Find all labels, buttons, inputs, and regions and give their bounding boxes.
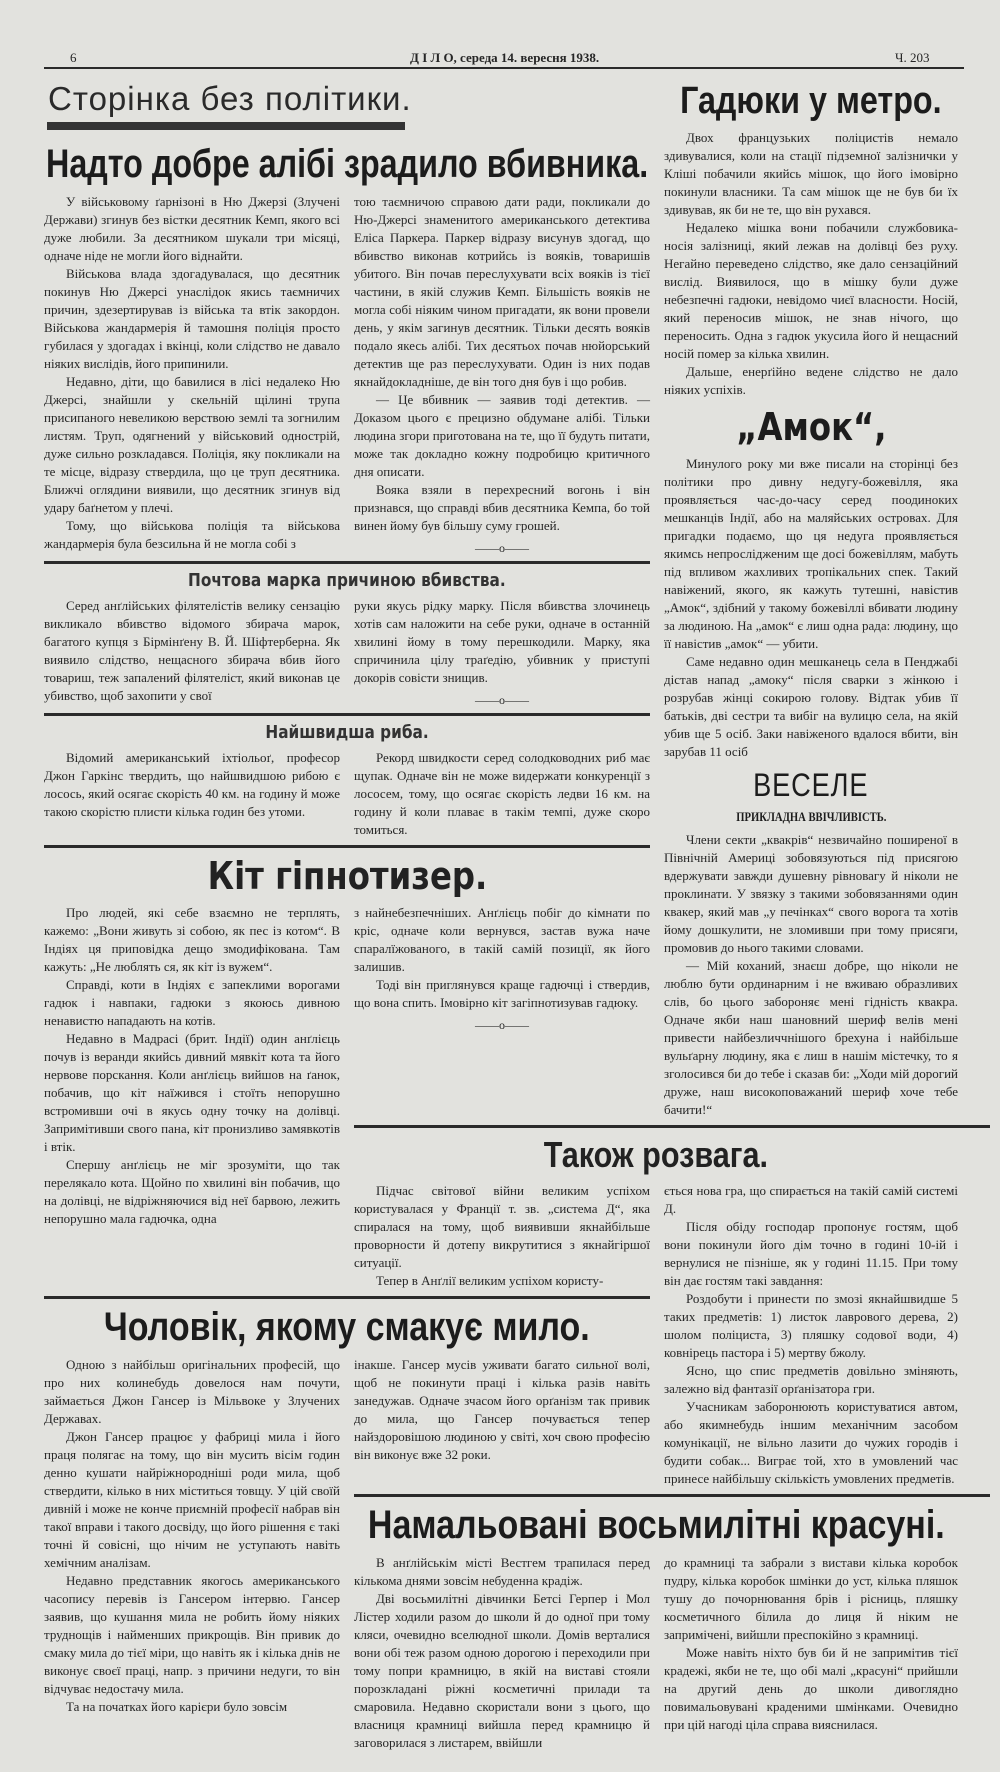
paragraph: з найнебезпечніших. Анґлієць побіг до кімнати по кріс, одначе коли вернувся, застав вужа наче спаралїжованого, в такій самій позиції, як його залишив. (354, 905, 650, 974)
section-title-bar (47, 122, 405, 130)
game-col-2 (664, 1182, 958, 1488)
paragraph: тою таємничою справою дати ради, покликали до Ню-Джерсі знаменитого американського детектива Еліса Паркера. Паркер відразу висунув здогад, що вбивство виконав котрийсь із вояків, товаришів убитого. Він почав переслухувати всіх вояків із тієї частини, в якій служив Кемп. Більшість вояків не могла собі ніяким чином пригадати, як вони провели день, у якім загинув десятник. Тільки десять вояків подало якесь алібі. Тих десятьох почав нюйорський детектив ще раз переслухувати. Один із них подав якнайдокладніше, де він того дня був і що робив. (354, 194, 650, 389)
subtitle-text: ПРИКЛАДНА ВВІЧЛИВІСТЬ. (735, 810, 887, 824)
rule (354, 1494, 990, 1497)
headline-soap (44, 1305, 650, 1350)
rule (44, 1296, 650, 1299)
rule (44, 561, 650, 564)
soap-col-1 (44, 1356, 340, 1716)
fun-body (664, 831, 958, 1119)
paragraph: Рекорд швидкости серед солодководних риб має щупак. Одначе він не може видержати конкуренції з лососем, тому, що осягає скорість ледви 16 км. на годину й коли плаває в такім темпі, дуже скоро томиться. (354, 750, 650, 837)
headline-text: Надто добре алібі зрадило вбивника. (45, 142, 649, 186)
headline-beauties (354, 1503, 958, 1548)
paragraph: Підчас світової війни великим успіхом користувалася у Франції т. зв. „система Д“, яка спиралася на тому, щоб виявивши якнайбільше проворности й дотепу викрутитися з якнайгіршої ситуації. (354, 1183, 650, 1270)
separator: ——o—— (475, 693, 529, 707)
paragraph: ється нова гра, що спирається на такій самій системі Д. (664, 1183, 958, 1216)
paragraph: Вояка взяли в перехресний вогонь і він признався, що справді вбив десятника Кемпа, бо той винен йому був більшу суму грошей. (354, 482, 650, 533)
rule (44, 713, 650, 716)
beauties-col-1 (354, 1554, 650, 1752)
fish-col-2 (354, 749, 650, 839)
headline-vipers (664, 80, 958, 123)
alibi-col-2 (354, 193, 650, 535)
headline-text: Також розвага. (543, 1134, 769, 1175)
paragraph: Тоді він приглянувся краще гадючці і ствердив, що вона спить. Імовірно кіт загіпнотизував гадюку. (354, 977, 650, 1010)
soap-col-2 (354, 1356, 650, 1464)
headline-stamp (44, 570, 650, 591)
paragraph: Спершу анґлієць не міг зрозуміти, що так перелякало кота. Щойно по хвилині він побачив, що на долівці, не відріжняючися від неї барвою, лежить непорушно мала гадючка, одна (44, 1157, 340, 1226)
paragraph: В анґлійськім місті Вестгем трапилася перед кількома днями зовсім небуденна крадіж. (354, 1555, 650, 1588)
paragraph: Та на початках його карієри було зовсім (66, 1699, 288, 1714)
paragraph: У військовому ґарнізоні в Ню Джерзі (Злучені Держави) згинув без вістки десятник Кемп, якого всі дуже любили. За десятником шукали три місяці, одначе ніде не могли його віднайти. (44, 194, 340, 263)
headline-game (354, 1134, 958, 1176)
paragraph: Одною з найбільш оригінальних професій, що про них колинебудь довелося нам почути, займається Джон Гансер із Мільвоке у Злучених Державах. (44, 1357, 340, 1426)
paragraph: Минулого року ми вже писали на сторінці без політики про дивну недугу-божевілля, яка проявляється час-до-часу серед поодиноких мешканців Індії, або на маляйських островах. Для пригадки подаємо, що ця недуга проявляється якимсь непрослідженим ще досі божевіллям, мабуть під впливом жахливих тропікальних спек. Такий навіжений, якого, як кажуть тутешні, навістив „Амок“, здібний у такому божевіллі вбивати людину за людиною. На „амок“ є лиш одна рада: людину, що її навістив „амок“ — убити. (664, 456, 958, 651)
headline-alibi (44, 142, 650, 187)
rule (44, 845, 650, 848)
separator: ——o—— (475, 541, 529, 555)
game-col-1 (354, 1182, 650, 1290)
beauties-col-2 (664, 1554, 958, 1734)
headline-text: Найшвидша риба. (265, 722, 429, 743)
paragraph: Саме недавно один мешканець села в Пенджабі дістав напад „амоку“ після сварки з жінкою і розрубав жінці сокирою голову. Відтак убив її батьків, дві сестри та вибіг на вулицю села, на якій убив ще 5 осіб. Заки навіженого вдалося вбити, він зарубав 11 осіб (664, 654, 958, 759)
paragraph: руки якусь рідку марку. Після вбивства злочинець хотів сам наложити на себе руки, одначе в останній хвилині йому в тому перешкодили. Марку, яка спричинила цілу траґедію, убивник у приступі докорів совісти знищив. (354, 598, 650, 685)
paragraph: Дальше, енерґійно ведене слідство не дало ніяких успіхів. (664, 364, 958, 397)
paragraph: Тепер в Анґлії великим успіхом користу- (376, 1273, 604, 1288)
stamp-col-1 (44, 597, 340, 705)
headline-text: Чоловік, якому смакує мило. (104, 1305, 590, 1349)
fun-heading (664, 767, 958, 804)
cat-col-1 (44, 904, 340, 1228)
paragraph: Двох французьких поліцистів немало здивувалися, коли на стації підземної залізнички у Кліші побачили якийсь мішок, що його імовірно покинули власники. Та сам мішок ще не був би їх здивував, як би не те, що він рухався. (664, 130, 958, 217)
stamp-col-2 (354, 597, 650, 687)
paragraph: Військова влада здогадувалася, що десятник покинув Ню Джерсі унаслідок якись таємничих причин, здезертирував із війська та втік закордон. Військова жандармерія й тамошня поліція просто губилася у здогадах і вкінці, коли слідство не давало ніяких вислідів, його припинили. (44, 266, 340, 371)
headline-text: Почтова марка причиною вбивства. (188, 570, 506, 591)
paragraph: інакше. Гансер мусів уживати багато сильної волі, щоб не покинути праці і кілька разів навіть занедужав. Одначе зчасом його орґанізм так привик до мила, що Гансер почувається тепер найздоровішою людиною у світі, хоч свою професію він виконує вже 32 роки. (354, 1357, 650, 1462)
paragraph: Ясно, що спис предметів довільно зміняють, залежно від фантазії орґанізатора гри. (664, 1363, 958, 1396)
fun-subtitle (664, 810, 958, 825)
headline-text: Кіт гіпнотизер. (207, 854, 487, 898)
cat-col-2 (354, 904, 650, 1012)
paragraph: Джон Гансер працює у фабриці мила і його праця полягає на тому, що він мусить вісім годин денно кушати найріжнородніші роди мила, щоб ствердити, кілько в них міститься товщу. У цій своїй дивній і може не конче приємній професії набрав він такої вправи і такого досвіду, що його рішення є такі точні й совісні, що нічим не уступають навіть хемічним аналізам. (44, 1429, 340, 1570)
vipers-body (664, 129, 958, 399)
paragraph: до крамниці та забрали з вистави кілька коробок пудру, кілька коробок шмінки до уст, кілька пляшок тушу до почорнювання брів і рісниць, пляшку косметичного білила до лиця й ніким не запримічені, вийшли преспокійно з крамниці. (664, 1555, 958, 1642)
paragraph: Тому, що військова поліція та військова жандармерія була безсильна й не могла собі з (44, 518, 340, 551)
separator: ——o—— (475, 1018, 529, 1032)
page-number: 6 (70, 50, 77, 65)
masthead-rule (44, 67, 964, 69)
paragraph: Про людей, які себе взаємно не терплять, кажемо: „Вони живуть зі собою, як пес із котом“. В Індіях ця приповідка дещо змодифікована. Там кажуть: „Не люблять ся, як кіт із вужем“. (44, 905, 340, 974)
newspaper-date-line: Д І Л О, середа 14. вересня 1938. (410, 50, 600, 65)
alibi-col-1 (44, 193, 340, 553)
paragraph: Справді, коти в Індіях є запеклими ворогами гадюк і навпаки, гадюки з якоюсь дивною ненавистю нападають на котів. (44, 977, 340, 1028)
headline-text: Гадюки у метро. (680, 80, 942, 122)
issue-number: Ч. 203 (895, 50, 930, 65)
paragraph: Після обіду господар пропонує гостям, щоб вони покинули його дім точно в годині 10-ій і вернулися не пізніше, як у годині 11.15. При тому він дає гостям такі завдання: (664, 1219, 958, 1288)
paragraph: Серед анґлійських філятелістів велику сензацію викликало вбивство відомого збирача марок, багатого купця з Бірмінґену В. Й. Шіфтерберна. Як виявило слідство, нещасного збирача вбив його товариш, теж запалений філятеліст, який виконав це убивство, щоб захопити у свої (44, 598, 340, 703)
headline-cat (44, 854, 650, 898)
headline-fish (44, 722, 650, 743)
paragraph: — Мій коханий, знаєш добре, що ніколи не люблю бути ординарним і не вживаю образливих слів, бо цього забороняє мені гідність квакра. Одначе якби наш шановний шериф велів мені привести найбезличчнішого брехуна і найбільше вульґарну людину, яка є лиш в нашім містечку, то я зголосився би до тебе і сказав би: „Ходи мій дорогий друже, наш високоповажаний шериф хоче тебе бачити!“ (664, 958, 958, 1117)
headline-text: Намальовані восьмилітні красуні. (367, 1503, 945, 1547)
heading-text: ВЕСЕЛЕ (753, 767, 869, 803)
paragraph: Недалеко мішка вони побачили службовика-носія залізниці, який лежав на долівці без руху. Негайно переведено слідство, яке дало сензаційний вислід. Виявилося, що в мішку були дуже небезпечні гадюки, невідомо чиєї власности. Носій, який переносив мішок, не знав нічого, що переносить. Одна з гадюк укусила його й нещасний носій помер за кілька хвилин. (664, 220, 958, 361)
fish-col-1 (44, 749, 340, 821)
headline-text: „Амок“, (735, 405, 887, 449)
paragraph: Недавно представник якогось американського часопису перевів із Гансером інтервю. Гансер заявив, що кушання мила не робить йому ніяких труднощів і найменших прикрощів. Він привик до смаку мила до тієї міри, що навіть як і кілька днів не виконує своєї праці, напр. з причини недуги, то він відчуває недостачу мила. (44, 1573, 340, 1696)
headline-amok (664, 405, 958, 449)
section-title: Сторінка без політики. (48, 80, 412, 117)
paragraph: Дві восьмилітні дівчинки Бетсі Герпер і Мол Лістер ходили разом до школи й до одної при тому кляси, очевидно вселюдної школи. Домів верталися вони обі теж разом одною дорогою і переходили при тому попри крамницю, в якій на виставі стояли порозкладані ріжні косметичні прилади та смаровила. Недавно скористали вони з цього, що власниця крамниці вийшла перед крамницю й заговорилася з листарем, ввійшли (354, 1591, 650, 1750)
paragraph: Може навіть ніхто був би й не запримітив тієї крадежі, якби не те, що обі малі „красуні“ прийшли на другий день до школи дивоглядно повимальовувані краденими шмінками. Очевидно при цій нагоді ціла справа вияснилася. (664, 1645, 958, 1732)
paragraph: Учасникам заборонюють користуватися автом, або якимнебудь іншим механічним засобом комунікації, не вільно лазити до чужих городів і будити собак... Виграє той, хто в умовлений час принесе найбільшу скількість умовлених предметів. (664, 1399, 958, 1486)
paragraph: Роздобути і принести по змозі якнайшвидше 5 таких предметів: 1) листок лаврового дерева, 2) шолом поліциста, 3) пляшку содової води, 4) ковнірець пастора і 5) мертву бжолу. (664, 1291, 958, 1360)
paragraph: Недавно в Мадрасі (брит. Індії) один анґлієць почув із веранди якийсь дивний мявкіт кота та його нервове порскання. Коли анґлієць вийшов на ґанок, побачив, що кіт наїжився і стоїть непорушно встромивши очі в якусь одну точку на долівці. Запримітивши свого пана, кіт пронизливо замявкотів і втік. (44, 1031, 340, 1154)
rule (354, 1125, 990, 1128)
amok-body (664, 455, 958, 761)
paragraph: Відомий американський іхтіольоґ, професор Джон Гаркінс твердить, що найшвидшою рибою є лосось, який осягає скорість 40 км. на годину й може такою скорістю плисти кілька годин без утоми. (44, 750, 340, 819)
paragraph: Члени секти „квакрів“ незвичайно поширеної в Північній Америці зобовязуються під присягою вдержувати завжди душевну рівновагу й ніколи не проклинати. У звязку з такими зобовязаннями один квакер, який мав „у печінках“ свого ворога та хотів йому дошкулити, не зломивши при тому присяги, промовив до нього такими словами. (664, 832, 958, 955)
paragraph: Недавно, діти, що бавилися в лісі недалеко Ню Джерсі, знайшли у скельній щілині трупа присипаного невеликою верствою землі та зогнилим листям. Труп, одягнений у військовий однострій, дуже сильно розкладався. Поліція, яку покликали на те місце, відразу ствердила, що це труп десятника. Ближчі оглядини виявили, що десятник згинув від удару баґнетом у плечі. (44, 374, 340, 515)
paragraph: — Це вбивник — заявив тоді детектив. — Доказом цього є прецизно обдумане алібі. Тільки людина згори приготована на те, що її будуть питати, може так докладно кожну подробицю критичного дня описати. (354, 392, 650, 479)
